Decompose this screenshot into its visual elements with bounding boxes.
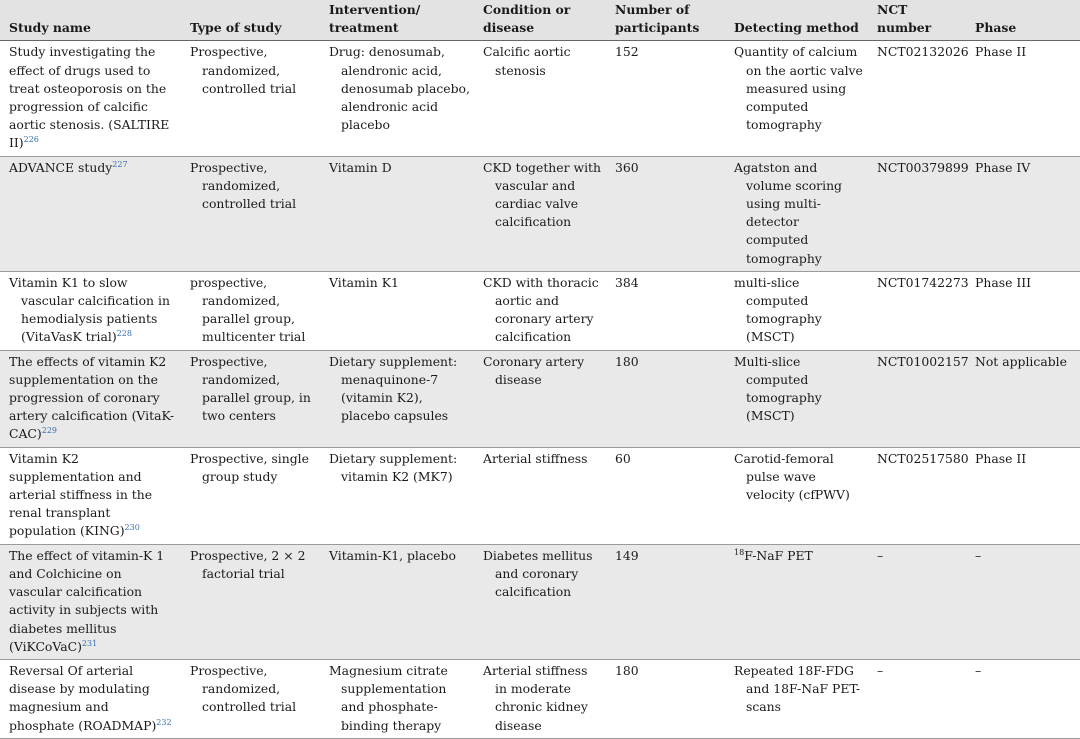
table-row xyxy=(0,659,1080,738)
cell-phase: Phase III xyxy=(975,274,1032,290)
cell-type: Prospective, randomized, controlled trial xyxy=(190,662,297,715)
cell-phase: Phase IV xyxy=(975,159,1031,175)
cell-participants: 149 xyxy=(615,547,639,563)
reference-link[interactable]: 229 xyxy=(41,426,58,436)
cell-condition: Arterial stiffness in moderate chronic kidney disease xyxy=(483,662,588,733)
reference-link[interactable]: 231 xyxy=(81,638,98,648)
cell-condition: CKD together with vascular and cardiac valve calcification xyxy=(483,159,601,230)
header-intervention: Intervention/ treatment xyxy=(320,0,474,41)
cell-phase: – xyxy=(975,547,982,563)
cell-study-name: Reversal Of arterial disease by modulating magnesium and phosphate (ROADMAP)$^{232}$ xyxy=(9,662,172,733)
table-row xyxy=(0,271,1080,350)
isotope-superscript: 18 xyxy=(734,547,745,557)
cell-method: Repeated 18F-FDG and 18F-NaF PET-scans xyxy=(734,662,861,715)
cell-type: Prospective, single group study xyxy=(190,450,309,484)
table-row xyxy=(0,544,1080,659)
cell-participants: 384 xyxy=(615,274,639,290)
cell-study-name: ADVANCE study$^{227}$ xyxy=(9,159,128,175)
table-row xyxy=(0,41,1080,156)
cell-method: $^{18}$F-NaF PET xyxy=(734,547,813,563)
cell-condition: Coronary artery disease xyxy=(483,353,585,387)
cell-nct: NCT01742273 xyxy=(877,274,969,290)
cell-intervention: Dietary supplement: vitamin K2 (MK7) xyxy=(329,450,458,484)
cell-type: Prospective, randomized, controlled trial xyxy=(190,159,297,212)
cell-participants: 180 xyxy=(615,353,639,369)
cell-type: Prospective, randomized, parallel group, in two centers xyxy=(190,353,311,424)
cell-intervention: Vitamin K1 xyxy=(329,274,399,290)
cell-intervention: Dietary supplement: menaquinone-7 (vitamin K2), placebo capsules xyxy=(329,353,458,424)
header-participants: Number of participants xyxy=(606,0,725,41)
cell-nct: NCT00379899 xyxy=(877,159,969,175)
cell-participants: 180 xyxy=(615,662,639,678)
cell-phase: Not applicable xyxy=(975,353,1067,369)
cell-study-name: The effect of vitamin-K 1 and Colchicine on vascular calcification activity in subjects with diabetes mellitus (ViKCoVaC)$^{231}$ xyxy=(9,547,165,654)
reference-link[interactable]: 228 xyxy=(116,329,132,339)
cell-study-name: The effects of vitamin K2 supplementation on the progression of coronary artery calcification (VitaK-CAC)$^{229}$ xyxy=(9,353,175,442)
cell-nct: NCT01002157 xyxy=(877,353,969,369)
cell-phase: Phase II xyxy=(975,450,1027,466)
reference-link[interactable]: 230 xyxy=(124,523,140,533)
header-detecting-method: Detecting method xyxy=(725,0,868,41)
cell-condition: Arterial stiffness xyxy=(483,450,588,466)
cell-nct: NCT02517580 xyxy=(877,450,969,466)
cell-nct: NCT02132026 xyxy=(877,44,969,60)
table-row xyxy=(0,350,1080,447)
cell-study-name: Vitamin K2 supplementation and arterial stiffness in the renal transplant population (KING)$^{230}$ xyxy=(9,450,153,539)
table-row xyxy=(0,447,1080,544)
cell-study-name: Study investigating the effect of drugs used to treat osteoporosis on the progression of calcific aortic stenosis. (SALTIRE II)$^{226}$ xyxy=(9,44,170,151)
cell-method: Agatston and volume scoring using multi-detector computed tomography xyxy=(734,159,842,266)
cell-participants: 360 xyxy=(615,159,639,175)
cell-type: Prospective, randomized, controlled trial xyxy=(190,44,297,96)
header-phase: Phase xyxy=(966,0,1080,41)
cell-intervention: Magnesium citrate supplementation and phosphate-binding therapy xyxy=(329,662,448,733)
header-nct-number: NCT number xyxy=(868,0,966,41)
cell-nct: – xyxy=(877,547,884,563)
cell-condition: Diabetes mellitus and coronary calcification xyxy=(483,547,593,600)
cell-type: prospective, randomized, parallel group, multicenter trial xyxy=(190,274,306,345)
cell-intervention: Vitamin-K1, placebo xyxy=(329,547,456,563)
cell-method: multi-slice computed tomography (MSCT) xyxy=(734,274,822,345)
cell-nct: – xyxy=(877,662,884,678)
cell-condition: CKD with thoracic aortic and coronary artery calcification xyxy=(483,274,599,345)
table-row xyxy=(0,156,1080,271)
cell-intervention: Vitamin D xyxy=(329,159,392,175)
reference-link[interactable]: 227 xyxy=(112,159,128,169)
cell-participants: 60 xyxy=(615,450,631,466)
cell-method: Multi-slice computed tomography (MSCT) xyxy=(734,353,822,424)
cell-condition: Calcific aortic stenosis xyxy=(483,44,571,78)
header-condition: Condition or disease xyxy=(474,0,606,41)
reference-link[interactable]: 226 xyxy=(23,135,39,145)
header-study-name: Study name xyxy=(0,0,181,41)
cell-type: Prospective, 2 × 2 factorial trial xyxy=(190,547,306,581)
reference-link[interactable]: 232 xyxy=(156,717,172,727)
cell-method: Carotid-femoral pulse wave velocity (cfPWV) xyxy=(734,450,850,503)
cell-phase: Phase II xyxy=(975,44,1027,60)
table-header-row xyxy=(0,0,1080,41)
cell-intervention: Drug: denosumab, alendronic acid, denosumab placebo, alendronic acid placebo xyxy=(329,44,470,133)
cell-phase: – xyxy=(975,662,982,678)
cell-participants: 152 xyxy=(615,44,639,60)
header-type-of-study: Type of study xyxy=(181,0,320,41)
cell-method: Quantity of calcium on the aortic valve measured using computed tomography xyxy=(734,44,863,133)
cell-study-name: Vitamin K1 to slow vascular calcification in hemodialysis patients (VitaVasK trial)$^{228}$ xyxy=(9,274,170,345)
